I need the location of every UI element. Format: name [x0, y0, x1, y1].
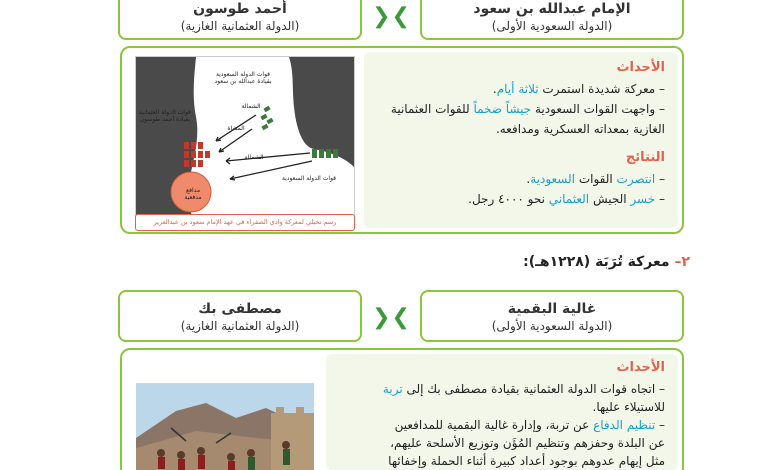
chevron-right-icon: ❯ — [391, 4, 410, 29]
map-label-north1: الشمالة — [241, 103, 261, 110]
results-list — [365, 170, 665, 210]
battle2-heading — [520, 254, 690, 270]
battle2-side-right — [420, 290, 684, 342]
side-state: (الدولة السعودية الأولى) — [491, 19, 613, 33]
map-label-ottoman: قوات الدولة العثمانية بقيادة أحمد طوسون — [139, 109, 191, 123]
event-line: – تنظيم الدفاع عن تربة، وإدارة غالية البقمية للمدافعين — [394, 418, 665, 432]
event-line: مثل إيهام عدوهم بوجود أعداد كبيرة أثناء الحملة وإخفائها — [388, 454, 665, 468]
battle2-illustration — [136, 383, 314, 470]
event-line: الغازية بمعداته العسكرية ومدافعه. — [495, 122, 665, 136]
side-name: أحمد طوسون — [193, 1, 287, 17]
battle-scene — [136, 383, 314, 470]
ottoman-forces — [184, 142, 210, 167]
side-name: الإمام عبدالله بن سعود — [473, 1, 631, 17]
event-line: عن البلدة وحفزهم وتنظيم المُؤَن وتوزيع الأسلحة عليهم، — [390, 436, 665, 450]
results-title: النتائج — [625, 150, 665, 165]
map-caption: رسم تخيلي لمعركة وادي الصفراء في عهد الإمام سعود بن عبدالعزيز — [135, 214, 355, 231]
event-line: للاستيلاء عليها. — [592, 400, 665, 414]
events-list — [365, 80, 665, 140]
battle-map — [135, 56, 355, 229]
battle2-side-left — [118, 290, 362, 342]
event-line: – اتجاه قوات الدولة العثمانية بقيادة مصطفى بك إلى تربة — [382, 382, 665, 396]
heading-text: معركة تُرَبَة (١٢٢٨هـ): — [523, 254, 670, 270]
chevron-left-icon: ❮ — [372, 4, 391, 29]
chevron-right-icon: ❯ — [391, 305, 410, 330]
vs-arrows — [366, 6, 416, 28]
side-state: (الدولة السعودية الأولى) — [491, 319, 613, 333]
event-line: – معركة شديدة استمرت ثلاثة أيام. — [492, 82, 665, 96]
map-label-artillery: مدافع مدفعية — [184, 187, 202, 201]
side-state: (الدولة العثمانية الغازية) — [180, 319, 300, 333]
battle1-side-right — [420, 0, 684, 40]
result-line: – انتصرت القوات السعودية. — [526, 172, 665, 186]
events-title: الأحداث — [616, 60, 665, 75]
map-label-mashata: المشاة — [227, 125, 245, 132]
side-state: (الدولة العثمانية الغازية) — [180, 19, 300, 33]
event-line: – واجهت القوات السعودية جيشاً ضخماً للقوات العثمانية — [390, 102, 665, 116]
map-label-saudi: قوات الدولة السعودية بقيادة عبدالله بن سعود — [214, 71, 272, 85]
events-title: الأحداث — [616, 360, 665, 375]
side-name: مصطفى بك — [198, 301, 282, 317]
battle2-lines — [325, 380, 665, 470]
battle1-side-left — [118, 0, 362, 40]
result-line: – خسر الجيش العثماني نحو ٤٠٠٠ رجل. — [468, 192, 665, 206]
vs-arrows — [366, 307, 416, 329]
heading-number: ٢– — [669, 254, 690, 270]
chevron-left-icon: ❮ — [372, 305, 391, 330]
map-label-saudi-forces: قوات الدولة السعودية — [281, 175, 337, 182]
map-label-north2: الشمالة — [244, 154, 264, 161]
side-name: غالية البقمية — [507, 301, 597, 317]
